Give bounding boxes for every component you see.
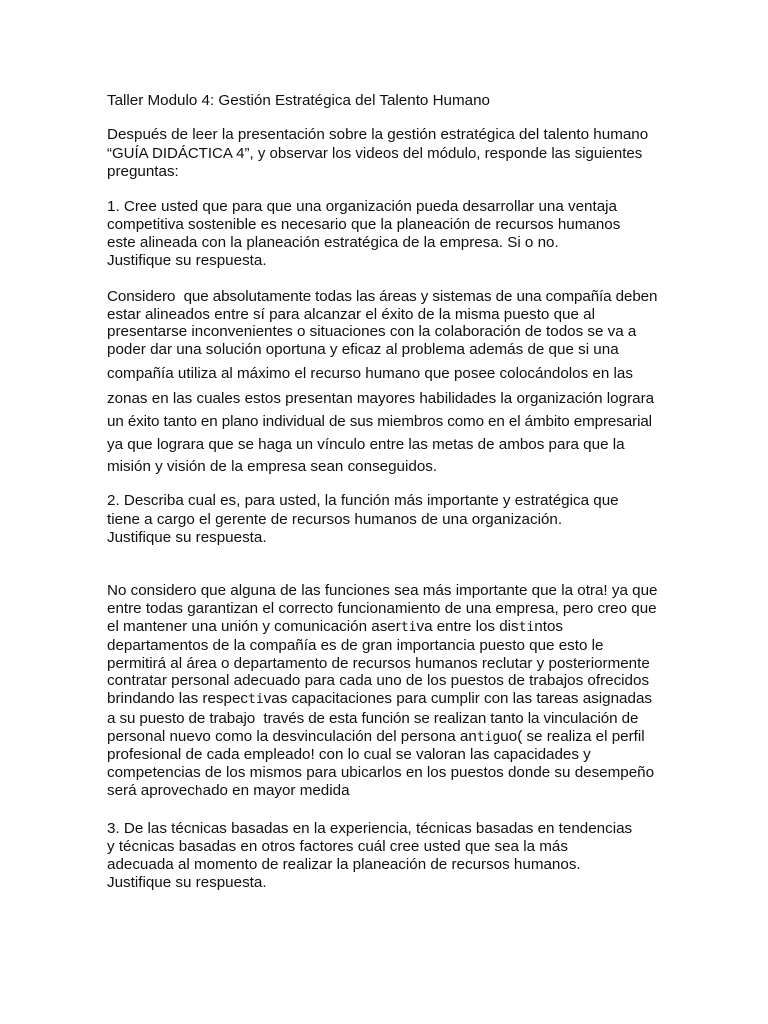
answer-2-line-3-part-d: ti: [518, 620, 535, 635]
answer-1-line-4: poder dar una solución oportuna y eficaz al problema además de que si una: [107, 341, 619, 358]
answer-2-line-1: No considero que alguna de las funciones sea más importante que la otra! ya que: [107, 582, 658, 599]
answer-1-line-8: ya que lograra que se haga un vínculo entre las metas de ambos para que la: [107, 436, 625, 453]
answer-2-line-3-part-b: ti: [400, 620, 417, 635]
answer-2-line-3-part-a: el mantener una unión y comunicación aser: [107, 618, 401, 635]
answer-2-line-12-part-b: h: [194, 784, 203, 799]
answer-2-line-3-part-c: va entre los dis: [416, 618, 519, 635]
answer-2-line-7-part-c: vas capacitaciones para cumplir con las tareas asignadas: [263, 690, 652, 707]
intro-line-1: Después de leer la presentación sobre la gestión estratégica del talento humano: [107, 126, 649, 143]
question-3-line-3: adecuada al momento de realizar la planeación de recursos humanos.: [107, 856, 581, 873]
intro-line-3: preguntas:: [107, 163, 179, 180]
question-1-line-2: competitiva sostenible es necesario que la planeación de recursos humanos: [107, 216, 621, 233]
answer-2-line-12: [107, 782, 350, 801]
answer-2-line-9-part-c: uo( se realiza el perfil: [500, 728, 645, 745]
question-1-line-4: Justifique su respuesta.: [107, 252, 267, 269]
answer-1-line-6: zonas en las cuales estos presentan mayores habilidades la organización lograra: [107, 390, 655, 407]
answer-1-line-9: misión y visión de la empresa sean conseguidos.: [107, 458, 438, 475]
answer-2-line-8: a su puesto de trabajo través de esta función se realizan tanto la vinculación de: [107, 710, 639, 727]
answer-1-line-5: compañía utiliza al máximo el recurso humano que posee colocándolos en las: [107, 365, 633, 382]
question-3-line-1: 3. De las técnicas basadas en la experiencia, técnicas basadas en tendencias: [107, 820, 633, 837]
question-2-line-2: tiene a cargo el gerente de recursos humanos de una organización.: [107, 511, 563, 528]
document-title: Taller Modulo 4: Gestión Estratégica del Talento Humano: [107, 92, 490, 109]
answer-2-line-5: permitirá al área o departamento de recursos humanos reclutar y posteriormente: [107, 655, 650, 672]
answer-2-line-9: [107, 728, 645, 747]
answer-2-line-11: competencias de los mismos para ubicarlos en los puestos donde su desempeño: [107, 764, 655, 781]
question-3-line-2: y técnicas basadas en otros factores cuál cree usted que sea la más: [107, 838, 568, 855]
question-2-line-1: 2. Describa cual es, para usted, la función más importante y estratégica que: [107, 492, 619, 509]
answer-1-line-2: estar alineados entre sí para alcanzar el éxito de la misma puesto que al: [107, 306, 595, 323]
answer-2-line-7-part-a: brindando las respec: [107, 690, 248, 707]
answer-2-line-7: [107, 690, 652, 709]
answer-2-line-4: departamentos de la compañía es de gran importancia puesto que esto le: [107, 637, 604, 654]
answer-1-line-1: Considero que absolutamente todas las áreas y sistemas de una compañía deben: [107, 288, 658, 305]
answer-2-line-7-part-b: ti: [248, 692, 264, 707]
answer-2-line-12-part-a: será aprovec: [107, 782, 195, 799]
answer-2-line-3: [107, 618, 563, 637]
intro-line-2: “GUÍA DIDÁCTICA 4”, y observar los videos del módulo, responde las siguientes: [107, 145, 643, 162]
answer-2-line-6: contratar personal adecuado para cada uno de los puestos de trabajos ofrecidos: [107, 672, 650, 689]
answer-2-line-10: profesional de cada empleado! con lo cual se valoran las capacidades y: [107, 746, 591, 763]
question-2-line-3: Justifique su respuesta.: [107, 529, 267, 546]
answer-2-line-9-part-a: personal nuevo como la desvinculación del persona an: [107, 728, 477, 745]
question-1-line-3: este alineada con la planeación estratégica de la empresa. Si o no.: [107, 234, 559, 251]
answer-1-line-7: un éxito tanto en plano individual de sus miembros como en el ámbito empresarial: [107, 413, 652, 430]
answer-2-line-9-part-b: tig: [476, 730, 501, 745]
question-3-line-4: Justifique su respuesta.: [107, 874, 267, 891]
answer-2-line-3-part-e: ntos: [534, 618, 563, 635]
question-1-line-1: 1. Cree usted que para que una organización pueda desarrollar una ventaja: [107, 198, 617, 215]
answer-2-line-2: entre todas garantizan el correcto funcionamiento de una empresa, pero creo que: [107, 600, 657, 617]
answer-1-line-3: presentarse inconvenientes o situaciones con la colaboración de todos se va a: [107, 323, 637, 340]
answer-2-line-12-part-c: ado en mayor medida: [202, 782, 350, 799]
